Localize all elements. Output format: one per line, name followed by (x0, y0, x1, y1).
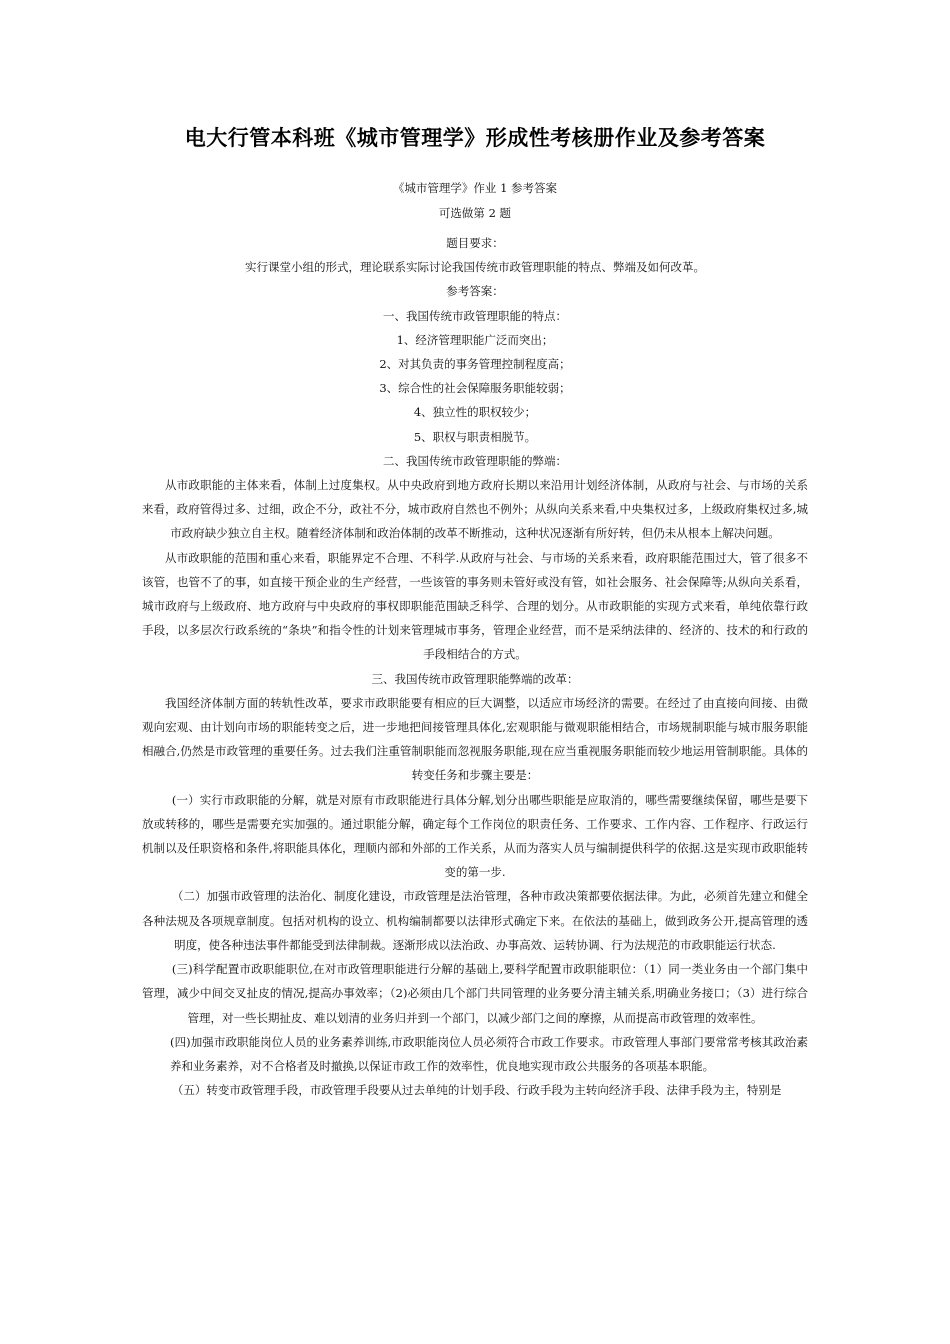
answer-label: 参考答案： (446, 284, 504, 299)
body-paragraph: 从市政职能的主体来看，体制上过度集权。从中央政府到地方政府长期以来沿用计划经济体制，从政府与社会、与市场的关系来看，政府管得过多、过细，政企不分，政社不分，城市政府自然也不例外；从纵向关系来看,中央集权过多，上级政府集权过多,城市政府缺少独立自主权。随着经济体制和政治体制的改革不断推动，这种状况逐渐有所好转，但仍未从根本上解决问题。 (142, 478, 808, 541)
section3-heading: 三、我国传统市政管理职能弊端的改革： (371, 671, 579, 686)
list-item: (三)科学配置市政职能职位,在对市政管理职能进行分解的基础上,要科学配置市政职能职位：（1）同一类业务由一个部门集中管理，减少中间交叉扯皮的情况,提高办事效率；（2)必须由几个部门共同管理的业务要分清主辅关系,明确业务接口；（3）进行综合管理，对一些长期扯皮、难以划清的业务归并到一个部门，以减少部门之间的摩擦，从而提高市政管理的效率性。 (142, 962, 808, 1025)
document-title: 电大行管本科班《城市管理学》形成性考核册作业及参考答案 (184, 126, 766, 150)
document-body (142, 231, 808, 1102)
section1-heading: 一、我国传统市政管理职能的特点： (383, 308, 567, 323)
list-item: （二）加强市政管理的法治化、制度化建设，市政管理是法治管理，各种市政决策都要依据法律。为此，必须首先建立和健全各种法规及各项规章制度。包括对机构的设立、机构编制都要以法律形式确定下来。在依法的基础上，做到政务公开,提高管理的透明度，使各种违法事件都能受到法律制裁。逐渐形成以法治政、办事高效、运转协调、行为法规范的市政职能运行状态. (142, 889, 808, 952)
list-item: 3、综合性的社会保障服务职能较弱； (379, 381, 571, 396)
requirement-label: 题目要求： (446, 236, 504, 250)
list-item: 2、对其负责的事务管理控制程度高； (379, 357, 571, 372)
list-item: (一）实行市政职能的分解，就是对原有市政职能进行具体分解,划分出哪些职能是应取消的，哪些需要继续保留，哪些是要下放或转移的，哪些是需要充实加强的。通过职能分解，确定每个工作岗位的职责任务、工作要求、工作内容、工作程序、行政运行机制以及任职资格和条件,将职能具体化，理顺内部和外部的工作关系，从而为落实人员与编制提供科学的依据.这是实现市政职能转变的第一步. (142, 792, 808, 880)
option-note: 可选做第 2 题 (438, 206, 512, 220)
list-item: 4、独立性的职权较少； (413, 405, 537, 420)
list-item: (四)加强市政职能岗位人员的业务素养训练,市政职能岗位人员必须符合市政工作要求。市政管理人事部门要常常考核其政治素养和业务素养，对不合格者及时撤换,以保证市政工作的效率性，优良地实现市政公共服务的各项基本职能。 (170, 1034, 808, 1073)
document-subtitle: 《城市管理学》作业 1 参考答案 (392, 181, 558, 195)
section2-heading: 二、我国传统市政管理职能的弊端： (383, 453, 567, 468)
list-item: （五）转变市政管理手段，市政管理手段要从过去单纯的计划手段、行政手段为主转向经济手段、法律手段为主，特别是 (171, 1083, 782, 1098)
list-item: 1、经济管理职能广泛而突出； (396, 332, 554, 347)
list-item: 5、职权与职责相脱节。 (413, 429, 537, 444)
requirement-text: 实行课堂小组的形式，理论联系实际讨论我国传统市政管理职能的特点、弊端及如何改革。 (245, 260, 705, 275)
body-paragraph: 从市政职能的范围和重心来看，职能界定不合理、不科学.从政府与社会、与市场的关系来看，政府职能范围过大，管了很多不该管，也管不了的事，如直接干预企业的生产经营，一些该管的事务则未管好或没有管，如社会服务、社会保障等;从纵向关系看，城市政府与上级政府、地方政府与中央政府的事权即职能范围缺乏科学、合理的划分。从市政职能的实现方式来看，单纯依靠行政手段，以多层次行政系统的“条块”和指令性的计划来管理城市事务，管理企业经营，而不是采纳法律的、经济的、技术的和行政的手段相结合的方式。 (142, 550, 808, 662)
body-paragraph: 我国经济体制方面的转轨性改革，要求市政职能要有相应的巨大调整，以适应市场经济的需要。在经过了由直接向间接、由微观向宏观、由计划向市场的职能转变之后，进一步地把间接管理具体化,宏观职能与微观职能相结合，市场规制职能与城市服务职能相融合,仍然是市政管理的重要任务。过去我们注重管制职能而忽视服务职能,现在应当重视服务职能而较少地运用管制职能。具体的转变任务和步骤主要是： (142, 695, 808, 783)
